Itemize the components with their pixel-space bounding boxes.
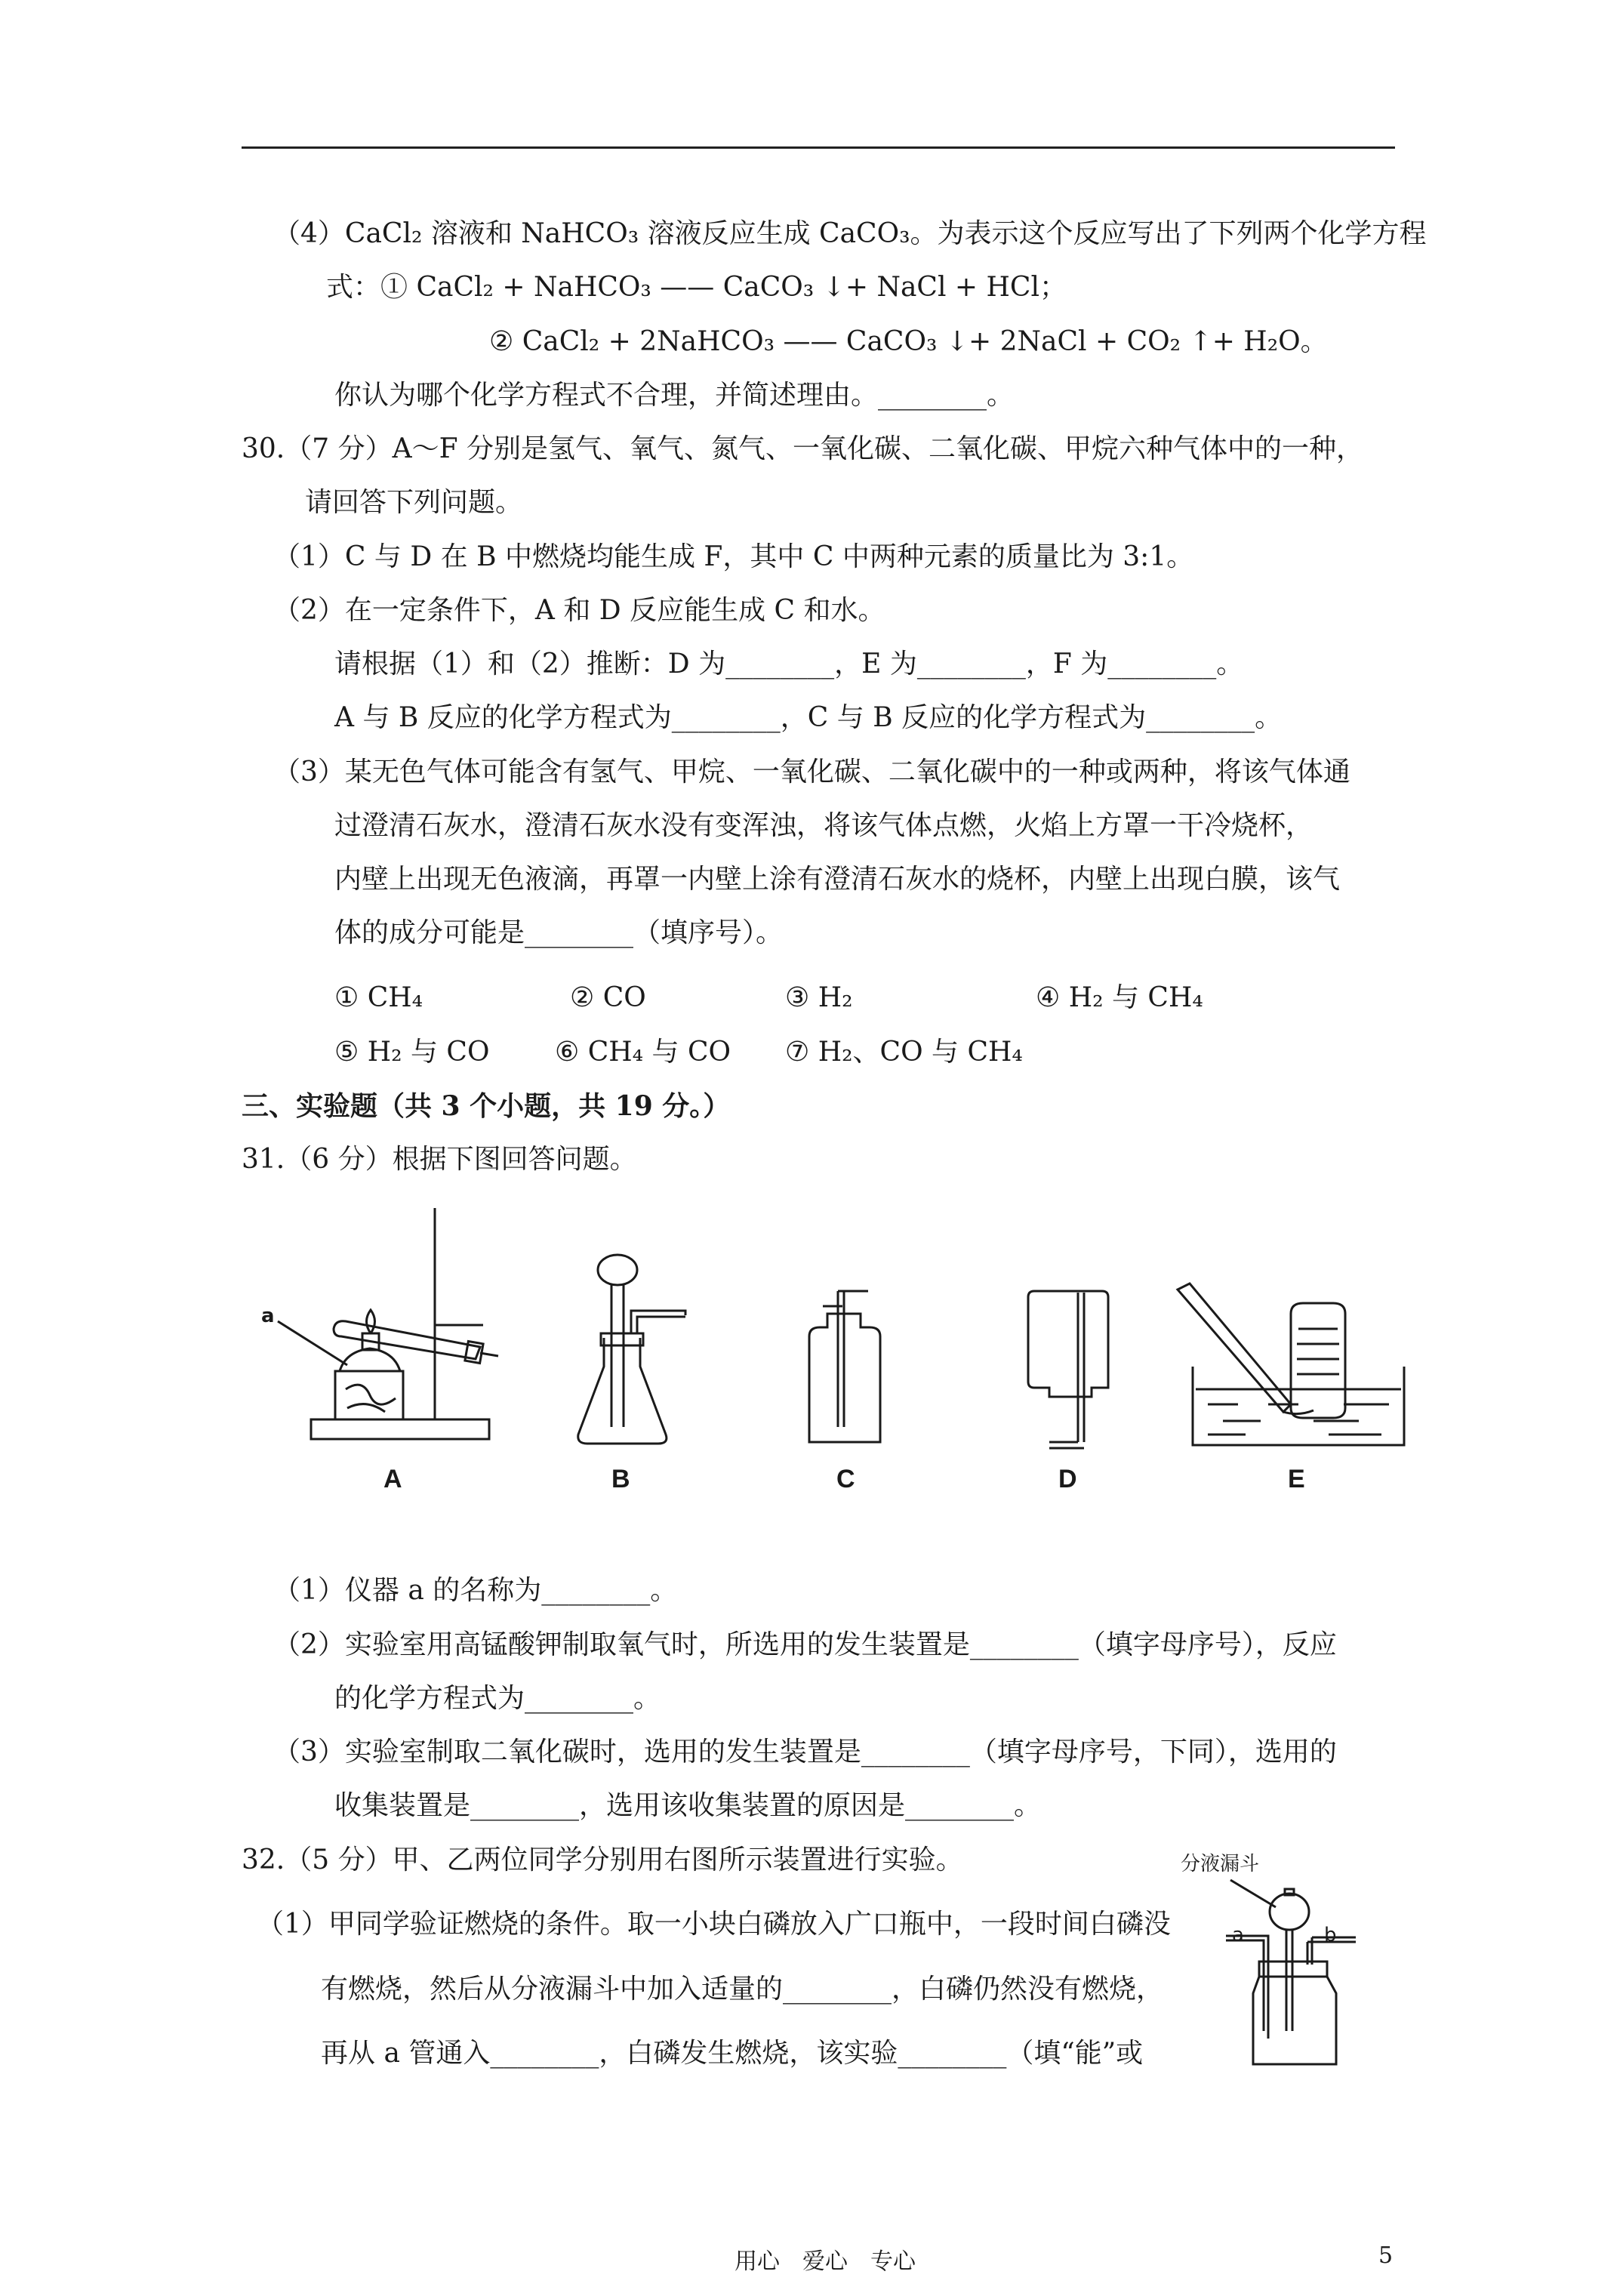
q30-line2: 请回答下列问题。 [305, 487, 523, 518]
figure-label-b: B [611, 1465, 630, 1493]
figure-label-a: A [383, 1465, 402, 1493]
q30-option-4: ④ H₂ 与 CH₄ [1036, 982, 1203, 1013]
q30-option-3: ③ H₂ [785, 982, 853, 1013]
q32-figure-title: 分液漏斗 [1181, 1853, 1260, 1875]
figure-label-e: E [1288, 1465, 1305, 1493]
q29-4-line2: 式：① CaCl₂ + NaHCO₃ —— CaCO₃ ↓+ NaCl + HCl； [326, 272, 1067, 303]
q29-4-line3: ② CaCl₂ + 2NaHCO₃ —— CaCO₃ ↓+ 2NaCl + CO₂ ↑+ H₂O。 [489, 326, 1328, 357]
apparatus-a-figure [257, 1200, 498, 1457]
q30-option-2: ② CO [570, 982, 646, 1013]
q32-line1: 32.（5 分）甲、乙两位同学分别用右图所示装置进行实验。 [242, 1845, 963, 1875]
q31-line1: 31.（6 分）根据下图回答问题。 [242, 1144, 637, 1175]
q30-line1: 30.（7 分）A～F 分别是氢气、氧气、氮气、一氧化碳、二氧化碳、甲烷六种气体中的一种， [242, 433, 1364, 464]
q31-line6: 收集装置是________，选用该收集装置的原因是________。 [334, 1790, 1042, 1821]
apparatus-e-figure [1178, 1284, 1412, 1457]
q30-line8: 过澄清石灰水，澄清石灰水没有变浑浊，将该气体点燃，火焰上方罩一干冷烧杯， [334, 810, 1313, 841]
q31-line4: 的化学方程式为________。 [334, 1683, 661, 1714]
q32-line2: （1）甲同学验证燃烧的条件。取一小块白磷放入广口瓶中，一段时间白磷没 [257, 1909, 1171, 1940]
header-rule [242, 146, 1395, 149]
apparatus-c-figure [800, 1284, 891, 1450]
q30-line5: 请根据（1）和（2）推断：D 为________，E 为________，F 为________。 [334, 649, 1244, 680]
q29-4-line4: 你认为哪个化学方程式不合理，并简述理由。________。 [334, 380, 1015, 411]
apparatus-d-figure [1019, 1284, 1117, 1450]
q30-line3: （1）C 与 D 在 B 中燃烧均能生成 F，其中 C 中两种元素的质量比为 3:1。 [273, 541, 1194, 572]
q31-line5: （3）实验室制取二氧化碳时，选用的发生装置是________（填字母序号，下同），选用的 [273, 1737, 1337, 1767]
q31-line3: （2）实验室用高锰酸钾制取氧气时，所选用的发生装置是________（填字母序号），反应 [273, 1629, 1337, 1660]
q29-4-line1: （4）CaCl₂ 溶液和 NaHCO₃ 溶液反应生成 CaCO₃。为表示这个反应写出了下列两个化学方程 [273, 218, 1427, 249]
section-3-title: 三、实验题（共 3 个小题，共 19 分。） [242, 1090, 731, 1122]
q30-line6: A 与 B 反应的化学方程式为________，C 与 B 反应的化学方程式为________。 [334, 702, 1283, 733]
q32-apparatus-figure [1223, 1880, 1374, 2069]
q30-option-7: ⑦ H₂、CO 与 CH₄ [785, 1037, 1023, 1068]
figure-label-c: C [836, 1465, 855, 1493]
footer-motto: 用心 爱心 专心 [735, 2248, 916, 2275]
q32-figure-label-a: a [1232, 1924, 1244, 1946]
apparatus-b-figure [574, 1253, 702, 1457]
q32-line4: 再从 a 管通入________，白磷发生燃烧，该实验________（填“能”或 [321, 2038, 1144, 2069]
q32-figure-label-b: b [1324, 1924, 1337, 1946]
q30-line4: （2）在一定条件下，A 和 D 反应能生成 C 和水。 [273, 595, 885, 626]
figure-label-d: D [1058, 1465, 1077, 1493]
q30-line7: （3）某无色气体可能含有氢气、甲烷、一氧化碳、二氧化碳中的一种或两种，将该气体通 [273, 757, 1350, 787]
page-number: 5 [1378, 2242, 1394, 2269]
q32-line3: 有燃烧，然后从分液漏斗中加入适量的________，白磷仍然没有燃烧， [321, 1974, 1164, 2005]
q30-option-6: ⑥ CH₄ 与 CO [555, 1037, 731, 1068]
q30-line10: 体的成分可能是________（填序号）。 [334, 917, 784, 948]
q30-option-1: ① CH₄ [334, 982, 423, 1013]
q31-line2: （1）仪器 a 的名称为________。 [273, 1575, 678, 1606]
q30-option-5: ⑤ H₂ 与 CO [334, 1037, 490, 1068]
q30-line9: 内壁上出现无色液滴，再罩一内壁上涂有澄清石灰水的烧杯，内壁上出现白膜，该气 [334, 864, 1341, 895]
apparatus-a-marker: a [261, 1305, 275, 1327]
